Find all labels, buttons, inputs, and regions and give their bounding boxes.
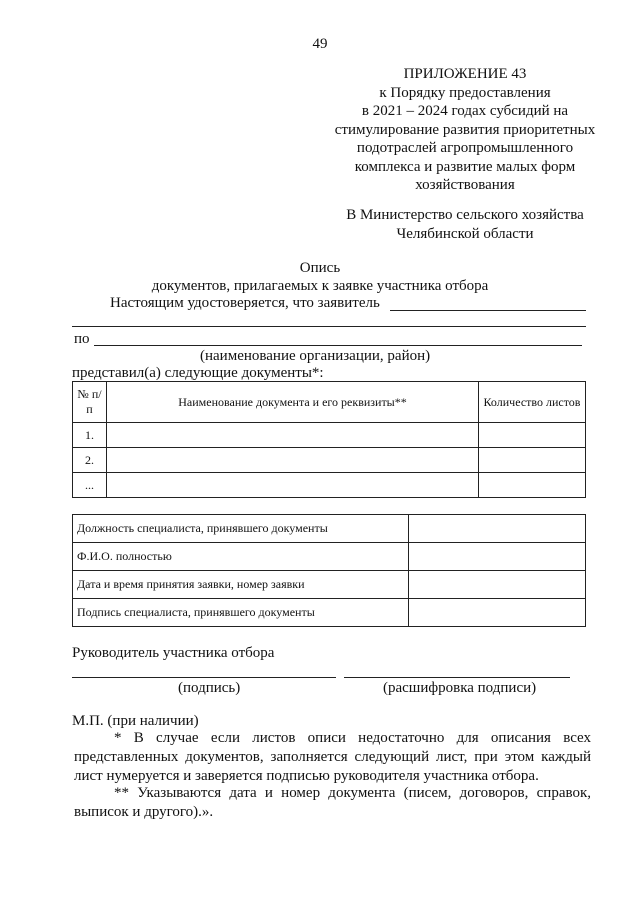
table-row: [73, 448, 586, 473]
documents-table: [72, 381, 586, 498]
table-row: [73, 543, 586, 571]
acceptance-table: [72, 514, 586, 627]
row-number: 1.: [73, 423, 107, 448]
appendix-line: стимулирование развития приоритетных: [334, 121, 596, 138]
table-row: [73, 473, 586, 498]
presented-text: представил(а) следующие документы*:: [72, 365, 324, 381]
row-document-name[interactable]: [107, 448, 479, 473]
applicant-line-2[interactable]: [72, 326, 586, 327]
header-sheets: Количество листов: [479, 382, 586, 423]
decoding-caption: (расшифровка подписи): [383, 680, 537, 696]
appendix-title: ПРИЛОЖЕНИЕ 43: [403, 66, 527, 82]
acceptance-label: Дата и время принятия заявки, номер заявки: [73, 571, 409, 599]
row-document-name[interactable]: [107, 423, 479, 448]
appendix-line: комплекса и развитие малых форм: [354, 158, 576, 175]
stamp-text: М.П. (при наличии): [72, 713, 199, 729]
organization-caption: (наименование организации, район): [200, 348, 431, 364]
page-number: 49: [312, 36, 328, 52]
appendix-line: к Порядку предоставления: [379, 84, 551, 101]
recipient-block: [300, 206, 630, 243]
po-label: по: [74, 331, 90, 347]
row-document-name[interactable]: [107, 473, 479, 498]
acceptance-label: Ф.И.О. полностью: [73, 543, 409, 571]
header-number: № п/п: [73, 382, 107, 423]
acceptance-value[interactable]: [409, 543, 586, 571]
certify-text: Настоящим удостоверяется, что заявитель: [110, 295, 380, 311]
head-label: Руководитель участника отбора: [72, 645, 275, 661]
documents-table-header: [73, 382, 586, 423]
footnote-1: * В случае если листов описи недостаточно для описания всех представленных документов, заполняется следующий лист, при этом каждый лист нумеруется и заверяется подписью руководителя участника отбора.: [74, 730, 591, 784]
acceptance-value[interactable]: [409, 515, 586, 543]
row-number: 2.: [73, 448, 107, 473]
table-row: [73, 599, 586, 627]
document-title: [0, 259, 640, 295]
document-title-line-2: документов, прилагаемых к заявке участника отбора: [151, 278, 489, 294]
document-title-line-1: Опись: [299, 260, 341, 276]
acceptance-value[interactable]: [409, 599, 586, 627]
appendix-line: хозяйствования: [415, 177, 515, 193]
appendix-line: в 2021 – 2024 годах субсидий на: [361, 103, 569, 119]
signature-line[interactable]: [72, 677, 336, 678]
row-sheets[interactable]: [479, 473, 586, 498]
table-row: [73, 423, 586, 448]
footnote-2: ** Указываются дата и номер документа (писем, договоров, справок, выписок и другого).».: [74, 785, 591, 820]
organization-line[interactable]: [94, 345, 582, 346]
signature-caption: (подпись): [178, 680, 241, 696]
recipient-line-2: Челябинской области: [396, 225, 534, 242]
acceptance-label: Подпись специалиста, принявшего документы: [73, 599, 409, 627]
header-document-name: Наименование документа и его реквизиты**: [107, 382, 479, 423]
decoding-line[interactable]: [344, 677, 570, 678]
table-row: [73, 515, 586, 543]
acceptance-value[interactable]: [409, 571, 586, 599]
appendix-block: [300, 65, 630, 195]
appendix-line: подотраслей агропромышленного: [356, 140, 574, 156]
row-sheets[interactable]: [479, 448, 586, 473]
recipient-line-1: В Министерство сельского хозяйства: [346, 207, 584, 223]
acceptance-label: Должность специалиста, принявшего документы: [73, 515, 409, 543]
row-number: ...: [73, 473, 107, 498]
applicant-line[interactable]: [390, 310, 586, 311]
row-sheets[interactable]: [479, 423, 586, 448]
table-row: [73, 571, 586, 599]
